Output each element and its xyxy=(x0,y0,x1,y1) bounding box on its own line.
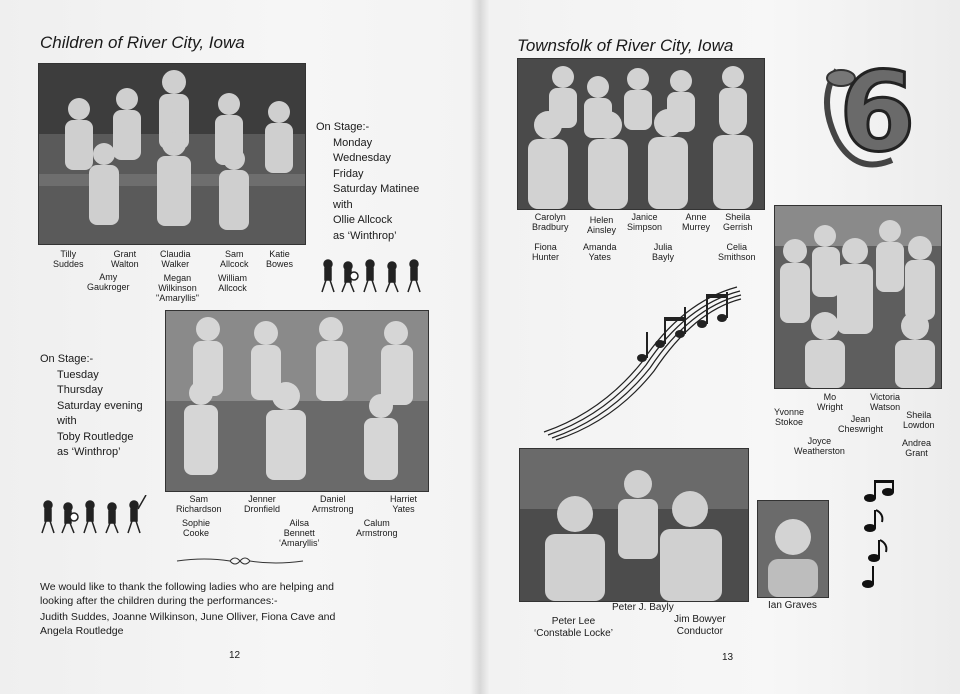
caption-townsfolk: Joyce Weatherston xyxy=(794,436,845,456)
ornament-divider xyxy=(175,554,305,568)
left-page xyxy=(0,0,478,694)
right-page xyxy=(482,0,960,694)
page-title: Children of River City, Iowa xyxy=(40,33,245,52)
caption-child: Claudia Walker xyxy=(160,249,191,269)
children-group-photo-2 xyxy=(165,310,429,492)
ian-graves-photo xyxy=(757,500,829,598)
caption-child: Daniel Armstrong xyxy=(312,494,354,514)
caption-townsfolk: Julia Bayly xyxy=(652,242,675,262)
men-group-photo xyxy=(519,448,749,602)
caption-child: Jenner Dronfield xyxy=(244,494,281,514)
caption-child: Tilly Suddes xyxy=(53,249,84,269)
show-number-logo xyxy=(817,48,927,180)
caption-townsfolk: Carolyn Bradbury xyxy=(532,212,569,232)
music-notes-swoosh-icon xyxy=(542,272,742,442)
caption-child: William Allcock xyxy=(218,273,247,293)
caption-townsfolk: Andrea Grant xyxy=(902,438,932,458)
page-title: Townsfolk of River City, Iowa xyxy=(517,36,734,55)
on-stage-schedule-1: On Stage:- Monday Wednesday Friday Saturday Matinee with Ollie Allcock as ‘Winthrop’ xyxy=(316,121,420,242)
caption-child: Calum Armstrong xyxy=(356,518,398,538)
caption-townsfolk: Sheila Gerrish xyxy=(723,212,753,232)
caption-townsfolk: Jean Cheswright xyxy=(838,414,884,434)
caption-townsfolk: Sheila Lowdon xyxy=(903,410,935,430)
caption-townsfolk: Helen Ainsley xyxy=(587,215,617,235)
caption-child: Harriet Yates xyxy=(390,494,418,514)
marching-band-icon xyxy=(318,256,428,296)
music-notes-icon xyxy=(860,480,905,590)
caption-townsfolk: Mo Wright xyxy=(817,392,843,412)
caption-peter-lee: Peter Lee ‘Constable Locke’ xyxy=(534,616,613,639)
thanks-names: Judith Suddes, Joanne Wilkinson, June Olliver, Fiona Cave and Angela Routledge xyxy=(40,611,336,637)
townsfolk-group-photo-1 xyxy=(517,58,765,210)
children-group-photo-1 xyxy=(38,63,306,245)
caption-child: Megan Wilkinson "Amaryllis" xyxy=(156,273,199,303)
marching-band-icon xyxy=(38,495,148,537)
caption-child: Sam Allcock xyxy=(220,249,249,269)
caption-child: Sophie Cooke xyxy=(182,518,211,538)
caption-ian-graves: Ian Graves xyxy=(768,600,817,611)
on-stage-schedule-2: On Stage:- Tuesday Thursday Saturday evening with Toby Routledge as ‘Winthrop’ xyxy=(40,353,143,458)
caption-child: Ailsa Bennett ‘Amaryllis’ xyxy=(279,518,320,548)
caption-townsfolk: Fiona Hunter xyxy=(532,242,560,262)
caption-townsfolk: Amanda Yates xyxy=(583,242,617,262)
caption-child: Amy Gaukroger xyxy=(87,272,130,292)
caption-townsfolk: Yvonne Stokoe xyxy=(774,407,805,427)
townsfolk-group-photo-2 xyxy=(774,205,942,389)
caption-townsfolk: Victoria Watson xyxy=(870,392,901,412)
thanks-intro: We would like to thank the following ladies who are helping and looking after the children during the performances:- xyxy=(40,581,334,607)
caption-peter-bayly: Peter J. Bayly xyxy=(612,602,674,613)
page-number: 13 xyxy=(722,652,734,663)
caption-townsfolk: Janice Simpson xyxy=(627,212,663,232)
page-number: 12 xyxy=(229,650,241,661)
caption-townsfolk: Celia Smithson xyxy=(718,242,756,262)
caption-child: Sam Richardson xyxy=(176,494,222,514)
caption-child: Katie Bowes xyxy=(266,249,294,269)
big-number-six: 6 xyxy=(839,48,916,176)
caption-jim-bowyer: Jim Bowyer Conductor xyxy=(674,614,726,637)
caption-child: Grant Walton xyxy=(111,249,139,269)
caption-townsfolk: Anne Murrey xyxy=(682,212,711,232)
